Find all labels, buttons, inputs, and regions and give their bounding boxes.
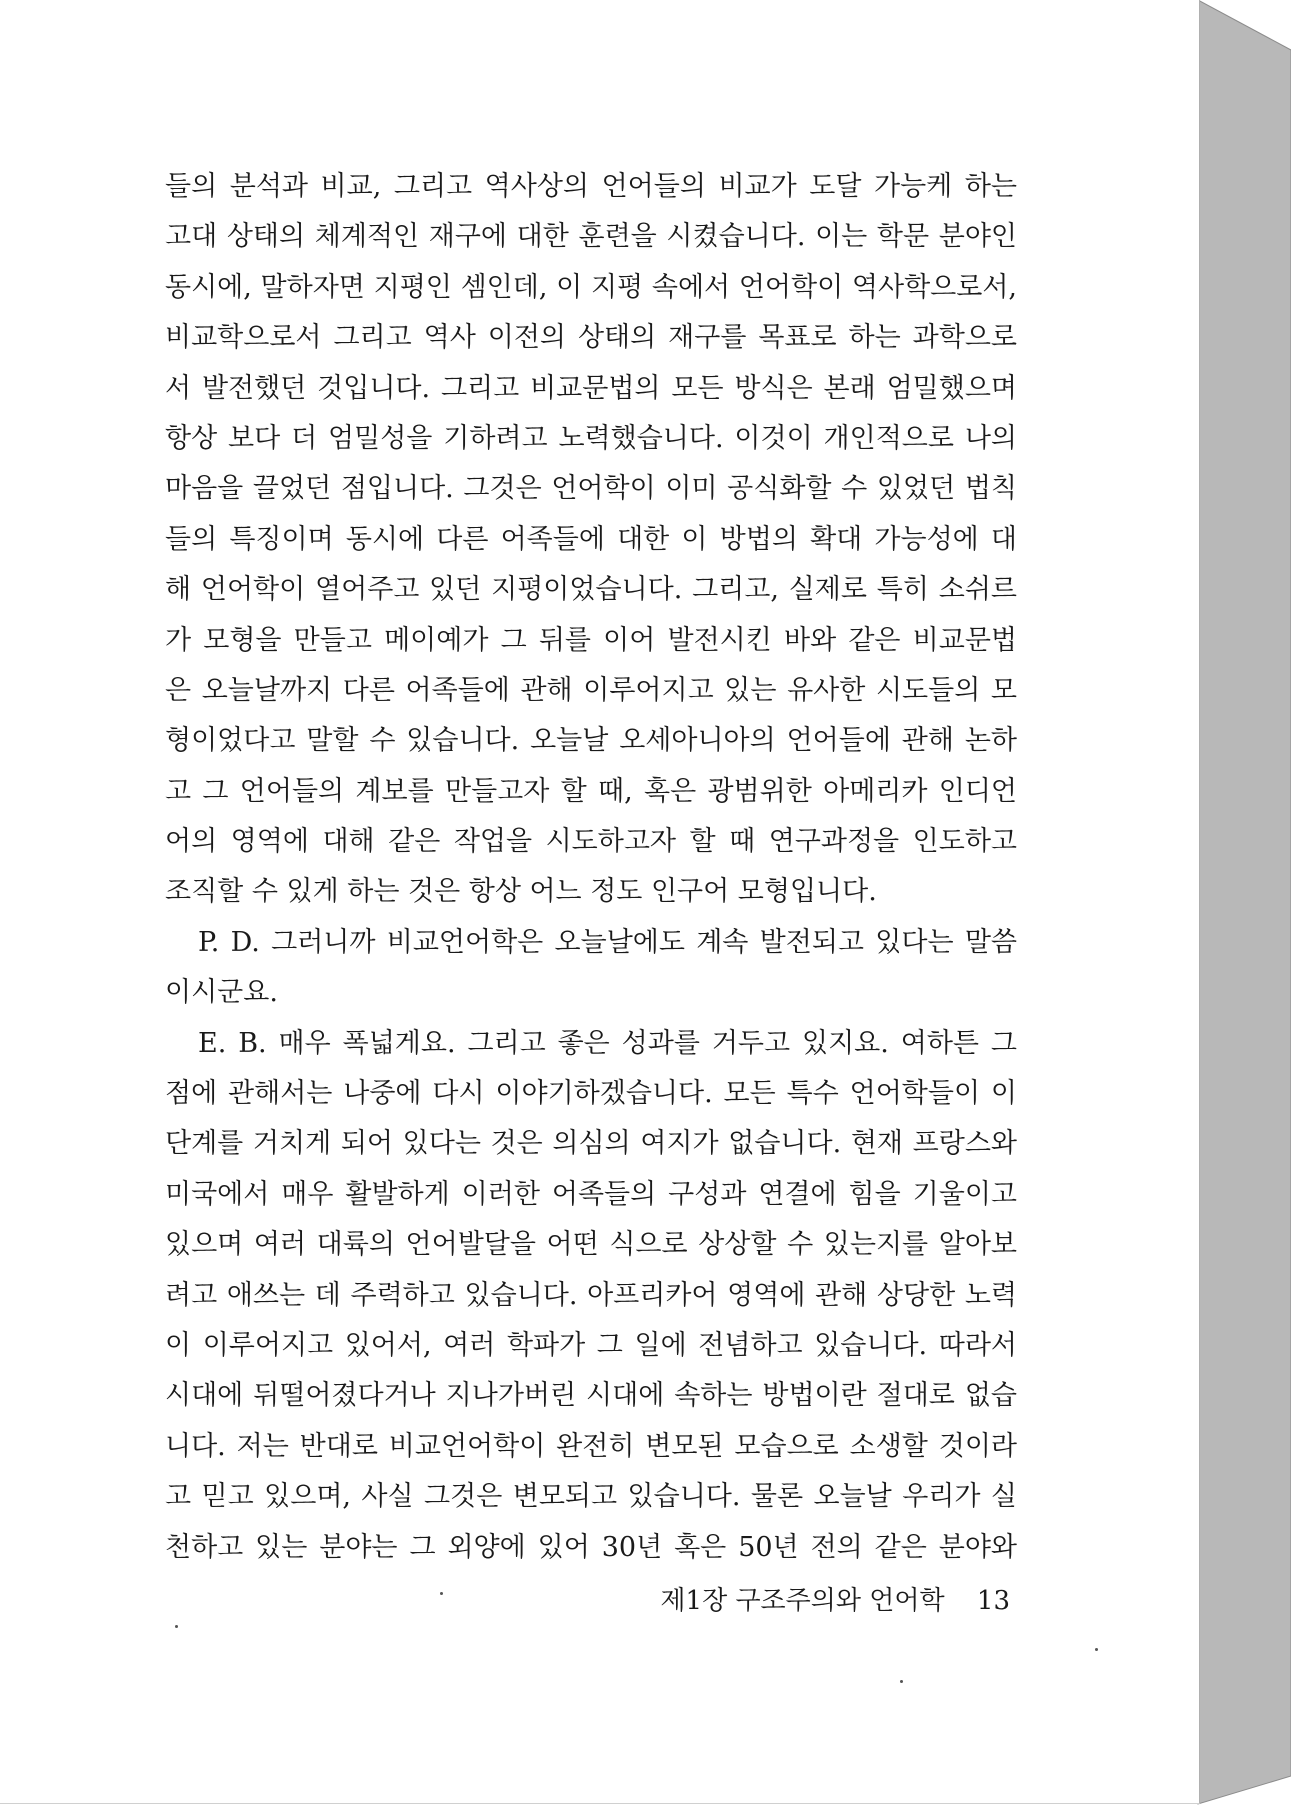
- running-chapter-title: 제1장 구조주의와 언어학: [660, 1586, 945, 1616]
- scan-speck: [900, 1680, 903, 1683]
- text-line: 동시에, 말하자면 지평인 셈인데, 이 지평 속에서 언어학이 역사학으로서,: [165, 271, 1017, 303]
- page-number: 13: [976, 1586, 1010, 1616]
- text-line: 서 발전했던 것입니다. 그리고 비교문법의 모든 방식은 본래 엄밀했으며: [165, 372, 1017, 404]
- scan-speck: [440, 1592, 443, 1595]
- text-line: 있으며 여러 대륙의 언어발달을 어떤 식으로 상상할 수 있는지를 알아보: [165, 1229, 1017, 1261]
- text-line: 이 이루어지고 있어서, 여러 학파가 그 일에 전념하고 있습니다. 따라서: [165, 1329, 1017, 1361]
- text-line: 점에 관해서는 나중에 다시 이야기하겠습니다. 모든 특수 언어학들이 이: [165, 1078, 1017, 1110]
- text-line: 들의 특징이며 동시에 다른 어족들에 대한 이 방법의 확대 가능성에 대: [165, 523, 1017, 555]
- text-line: 비교학으로서 그리고 역사 이전의 상태의 재구를 목표로 하는 과학으로: [165, 322, 1017, 354]
- text-line: 고대 상태의 체계적인 재구에 대한 훈련을 시켰습니다. 이는 학문 분야인: [165, 221, 1017, 253]
- text-line: 려고 애쓰는 데 주력하고 있습니다. 아프리카어 영역에 관해 상당한 노력: [165, 1279, 1017, 1311]
- page-footer: [650, 1580, 1010, 1617]
- text-line: 해 언어학이 열어주고 있던 지평이었습니다. 그리고, 실제로 특히 소쉬르: [165, 574, 1017, 606]
- text-line: 단계를 거치게 되어 있다는 것은 의심의 여지가 없습니다. 현재 프랑스와: [165, 1128, 1017, 1160]
- scan-speck: [1095, 1648, 1098, 1651]
- text-line: 천하고 있는 분야는 그 외양에 있어 30년 혹은 50년 전의 같은 분야와: [165, 1531, 1017, 1563]
- text-line: 니다. 저는 반대로 비교언어학이 완전히 변모된 모습으로 소생할 것이라: [165, 1430, 1017, 1462]
- text-line: 시대에 뒤떨어졌다거나 지나가버린 시대에 속하는 방법이란 절대로 없습: [165, 1380, 1017, 1412]
- text-line: 가 모형을 만들고 메이예가 그 뒤를 이어 발전시킨 바와 같은 비교문법: [165, 624, 1017, 656]
- text-line: 조직할 수 있게 하는 것은 항상 어느 정도 인구어 모형입니다.: [165, 876, 877, 908]
- text-line: 미국에서 매우 활발하게 이러한 어족들의 구성과 연결에 힘을 기울이고: [165, 1178, 1017, 1210]
- text-line: P. D. 그러니까 비교언어학은 오늘날에도 계속 발전되고 있다는 말씀: [198, 926, 1017, 958]
- text-line: 항상 보다 더 엄밀성을 기하려고 노력했습니다. 이것이 개인적으로 나의: [165, 422, 1017, 454]
- text-line: E. B. 매우 폭넓게요. 그리고 좋은 성과를 거두고 있지요. 여하튼 그: [198, 1027, 1017, 1059]
- body-text: [165, 162, 1017, 1573]
- text-line: 마음을 끌었던 점입니다. 그것은 언어학이 이미 공식화할 수 있었던 법칙: [165, 473, 1017, 505]
- text-line: 고 그 언어들의 계보를 만들고자 할 때, 혹은 광범위한 아메리카 인디언: [165, 775, 1017, 807]
- book-side-face: [1198, 0, 1291, 1804]
- text-line: 들의 분석과 비교, 그리고 역사상의 언어들의 비교가 도달 가능케 하는: [165, 171, 1017, 202]
- text-line: 은 오늘날까지 다른 어족들에 관해 이루어지고 있는 유사한 시도들의 모: [165, 674, 1017, 706]
- text-line: 고 믿고 있으며, 사실 그것은 변모되고 있습니다. 물론 오늘날 우리가 실: [165, 1481, 1017, 1513]
- scan-speck: [175, 1625, 178, 1628]
- text-line: 형이었다고 말할 수 있습니다. 오늘날 오세아니아의 언어들에 관해 논하: [165, 725, 1017, 757]
- text-line: 어의 영역에 대해 같은 작업을 시도하고자 할 때 연구과정을 인도하고: [165, 826, 1017, 858]
- text-line: 이시군요.: [165, 977, 278, 1009]
